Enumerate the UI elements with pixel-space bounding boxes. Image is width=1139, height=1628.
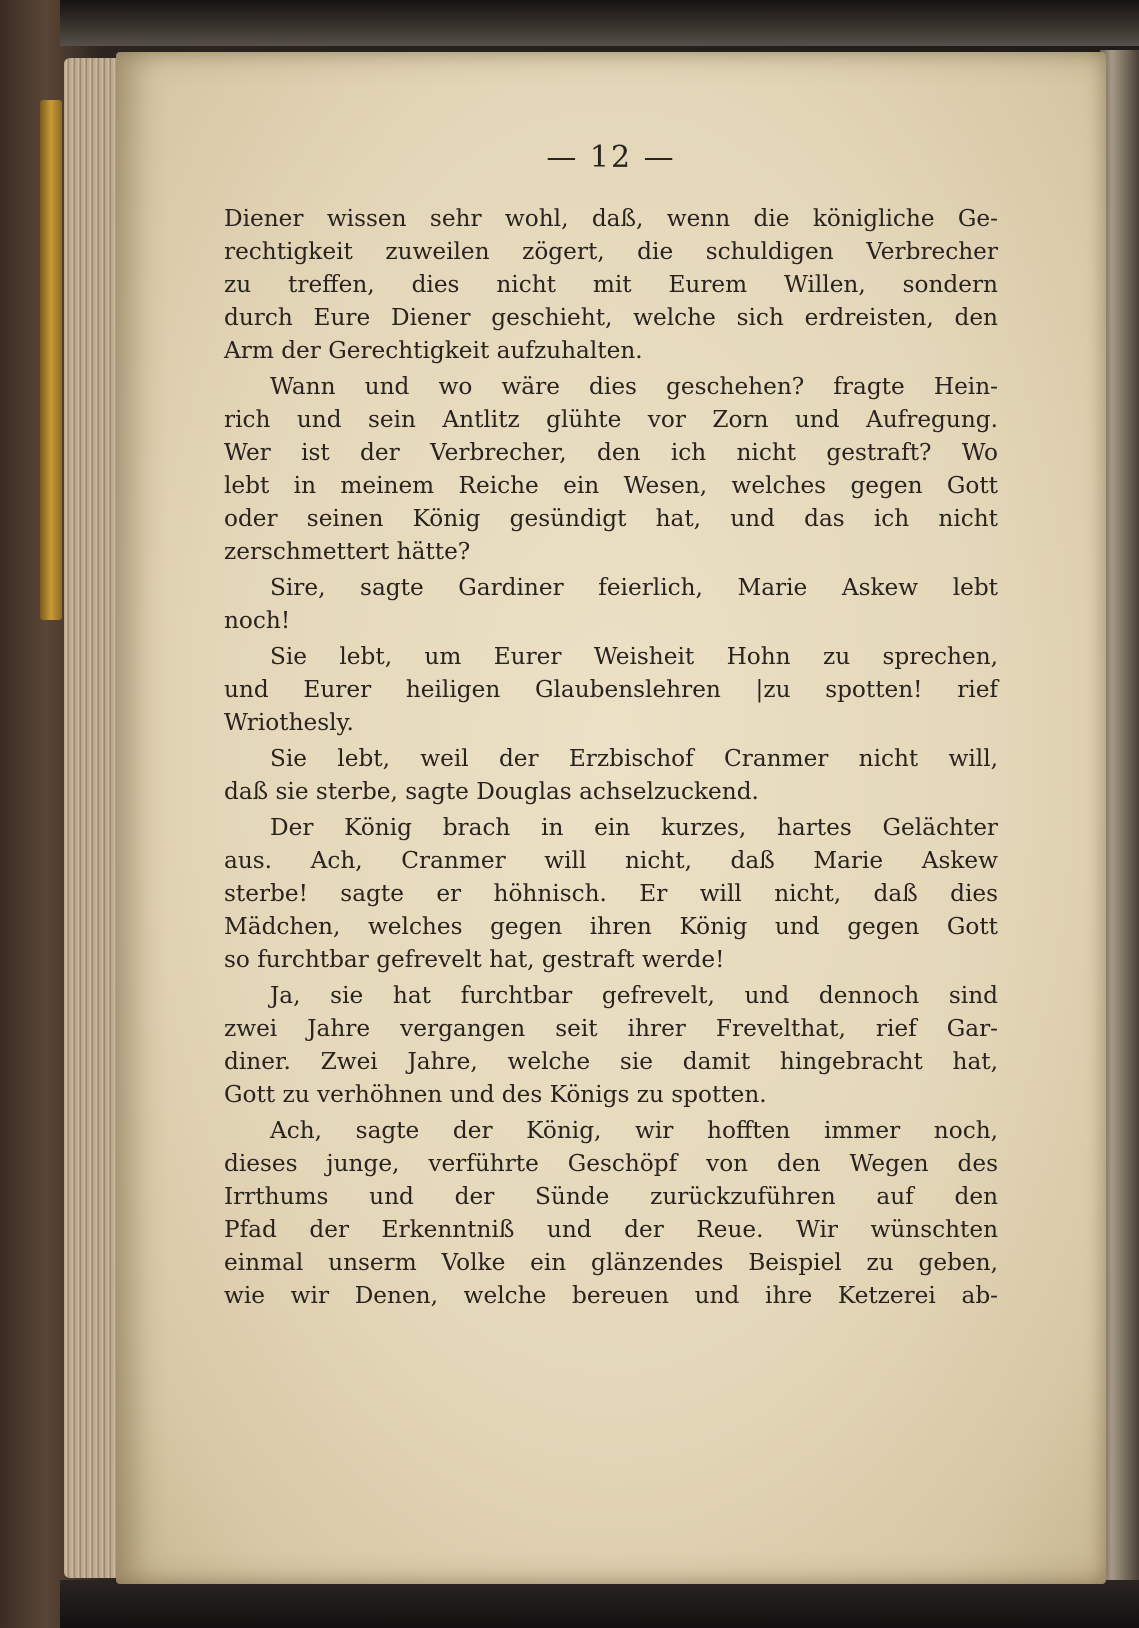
book-page: [116, 52, 1106, 1584]
text-line: zwei Jahre vergangen seit ihrer Frevelthat, rief Gar-: [224, 1015, 998, 1042]
text-line: oder seinen König gesündigt hat, und das ich nicht: [224, 505, 998, 532]
text-line: Mädchen, welches gegen ihren König und gegen Gott: [224, 913, 998, 940]
body-text: [224, 202, 998, 1312]
page-stack: [64, 58, 120, 1578]
text-line: Sie lebt, weil der Erzbischof Cranmer nicht will,: [270, 745, 998, 772]
text-line: Wann und wo wäre dies geschehen? fragte Hein-: [270, 373, 998, 400]
text-line: dieses junge, verführte Geschöpf von den Wegen des: [224, 1150, 998, 1177]
text-line: und Eurer heiligen Glaubenslehren |zu spotten! rief: [224, 676, 998, 703]
paragraph: [224, 571, 998, 637]
text-line: zu treffen, dies nicht mit Eurem Willen, sondern: [224, 271, 998, 298]
text-line: Wer ist der Verbrecher, den ich nicht gestraft? Wo: [224, 439, 998, 466]
text-line: Arm der Gerechtigkeit aufzuhalten.: [224, 337, 643, 364]
text-line: einmal unserm Volke ein glänzendes Beispiel zu geben,: [224, 1249, 998, 1276]
text-line: rich und sein Antlitz glühte vor Zorn und Aufregung.: [224, 406, 998, 433]
text-line: Sie lebt, um Eurer Weisheit Hohn zu sprechen,: [270, 643, 998, 670]
page-stack-tab: [40, 100, 62, 620]
paragraph: [224, 742, 998, 808]
text-line: Diener wissen sehr wohl, daß, wenn die königliche Ge-: [224, 205, 998, 232]
cover-bottom-edge: [60, 1580, 1139, 1628]
text-line: diner. Zwei Jahre, welche sie damit hingebracht hat,: [224, 1048, 998, 1075]
paragraph: [224, 640, 998, 739]
paragraph: [224, 202, 998, 367]
paragraph: [224, 1114, 998, 1312]
text-line: rechtigkeit zuweilen zögert, die schuldigen Verbrecher: [224, 238, 998, 265]
paragraph: [224, 811, 998, 976]
text-line: sterbe! sagte er höhnisch. Er will nicht, daß dies: [224, 880, 998, 907]
text-line: wie wir Denen, welche bereuen und ihre Ketzerei ab-: [224, 1282, 998, 1309]
text-line: Ach, sagte der König, wir hofften immer noch,: [270, 1117, 998, 1144]
page-number: — 12 —: [546, 140, 676, 175]
text-line: daß sie sterbe, sagte Douglas achselzuckend.: [224, 778, 759, 805]
text-line: Pfad der Erkenntniß und der Reue. Wir wünschten: [224, 1216, 998, 1243]
text-line: durch Eure Diener geschieht, welche sich erdreisten, den: [224, 304, 998, 331]
text-line: Wriothesly.: [224, 709, 354, 736]
text-line: Ja, sie hat furchtbar gefrevelt, und dennoch sind: [270, 982, 998, 1009]
text-line: zerschmettert hätte?: [224, 538, 471, 565]
paragraph: [224, 370, 998, 568]
text-line: Irrthums und der Sünde zurückzuführen auf den: [224, 1183, 998, 1210]
text-line: so furchtbar gefrevelt hat, gestraft werde!: [224, 946, 725, 973]
text-line: noch!: [224, 607, 291, 634]
text-line: aus. Ach, Cranmer will nicht, daß Marie Askew: [224, 847, 998, 874]
text-line: Der König brach in ein kurzes, hartes Gelächter: [270, 814, 998, 841]
cover-top-edge: [60, 0, 1139, 46]
text-line: lebt in meinem Reiche ein Wesen, welches gegen Gott: [224, 472, 998, 499]
text-line: Sire, sagte Gardiner feierlich, Marie Askew lebt: [270, 574, 998, 601]
paragraph: [224, 979, 998, 1111]
text-line: Gott zu verhöhnen und des Königs zu spotten.: [224, 1081, 767, 1108]
